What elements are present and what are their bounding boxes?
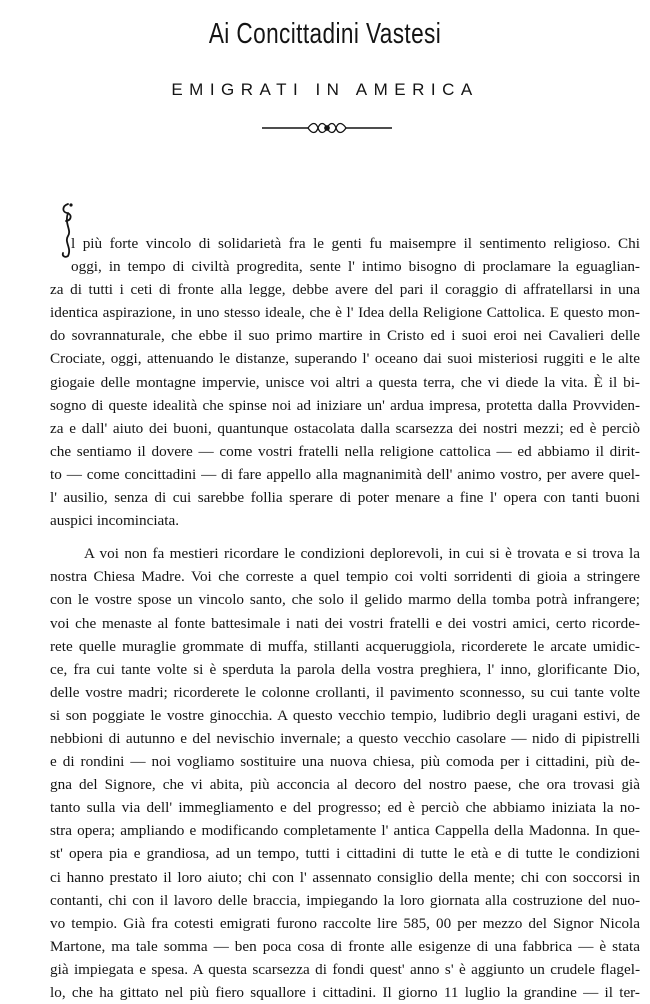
page-title: Ai Concittadini Vastesi — [208, 18, 442, 50]
text-line: identica aspirazione, in uno stesso ideale, che è l' Idea della Religione Cattolica. E questo mon- — [50, 304, 640, 322]
text-line: giogaie delle montagne impervie, unisce voi altri a questa terra, che vi diede la vita. È il bi- — [50, 373, 640, 391]
paragraph-1 — [50, 232, 640, 532]
text-line: nebbioni di autunno e del nevischio invernale; a questo vecchio casolare — nido di pipistrelli — [50, 729, 640, 747]
text-line: rete quelle muraglie grommate di muffa, stillanti acqueruggiola, ricorderete le arcate umidic- — [50, 637, 640, 655]
text-line: vo tempio. Già fra cotesti emigrati furono raccolte lire 585, 00 per mezzo del Signor Nicola — [50, 914, 640, 932]
text-line: oggi, in tempo di civiltà progredita, sente l' intimo bisogno di proclamare la eguaglian- — [71, 258, 640, 276]
text-line: con le vostre spose un vincolo santo, che solo il gelido marmo della tomba potrà infrangere; — [50, 591, 640, 609]
text-line: auspici incominciata. — [50, 512, 180, 530]
text-line: sogno di queste idealità che spinse noi ad iniziare un' ardua impresa, protetta dalla Provviden- — [50, 396, 640, 414]
paragraph-2 — [50, 542, 640, 1004]
decorative-divider-icon — [262, 120, 392, 136]
text-line: che sentiamo il dovere — come vostri fratelli nella religione cattolica — ed abbiamo il dirit- — [50, 442, 640, 460]
text-line: delle vostre madri; ricorderete le colonne crollanti, il pavimento sconnesso, su cui tante volte — [50, 683, 640, 701]
page-subtitle: EMIGRATI IN AMERICA — [171, 80, 479, 99]
letter-body — [50, 232, 640, 1004]
text-line: A voi non fa mestieri ricordare le condizioni deplorevoli, in cui si è trovata e si trova la — [84, 545, 640, 563]
text-line: to — come concittadini — di fare appello alla magnanimità dell' animo vostro, per avere quel- — [50, 465, 640, 483]
text-line: tanto sulla via dell' immegliamento e del progresso; ed è perciò che abbiamo iniziata la no- — [50, 799, 640, 817]
text-line: voi che menaste al fonte battesimale i nati dei vostri fratelli e dei vostri amici, certo ricorde- — [50, 614, 640, 632]
text-line: l più forte vincolo di solidarietà fra le genti fu maisempre il sentimento religioso. Chi — [71, 235, 640, 252]
text-line: za di tutti i ceti di fronte alla legge, debbe avere del pari il coraggio di affratellarsi in una — [50, 281, 640, 299]
text-line: ce, fra cui tante volte si è sperduta la parola della vostra preghiera, l' inno, glorificante Dio, — [50, 660, 640, 678]
text-line: za e dall' aiuto dei buoni, quantunque ostacolata dalla scarsezza dei nostri mezzi; ed è perciò — [50, 419, 640, 437]
text-line: lo, che ha gittato nel più fiero squallore i cittadini. Il giorno 11 luglio la grandine — il ter- — [50, 984, 640, 1001]
text-line: si son poggiate le vostre ginocchia. A questo vecchio tempio, ludibrio degli uragani estivi, de — [50, 706, 640, 724]
text-line: st' opera pia e grandiosa, ad un tempo, tutti i cittadini di tutte le età e di tutte le condizioni — [50, 845, 640, 863]
text-line: do sovrannaturale, che ebbe il suo primo martire in Cristo ed i suoi eroi nei Cavalieri delle — [50, 327, 640, 345]
text-line: ci hanno prestato il loro aiuto; chi con l' assennato consiglio della mente; chi con soccorsi in — [50, 868, 640, 886]
text-line: gna del Signore, che vi abita, più acconcia al decoro del nostro paese, che ora trovasi già — [50, 776, 640, 794]
text-line: stra opera; ampliando e modificando completamente l' antica Cappella della Madonna. In que- — [50, 822, 640, 840]
text-line: Crociate, oggi, attenuando le distanze, superando l' oceano dai suoi misteriosi ruggiti e le alte — [50, 350, 640, 368]
text-line: l' ausilio, senza di cui sarebbe follia sperare di poter menare a fine l' opera con tanti buoni — [50, 489, 640, 507]
text-line: contanti, chi con il lavoro delle braccia, impiegando la loro giornata alla costruzione del nuo- — [50, 891, 640, 909]
text-line: nostra Chiesa Madre. Voi che correste a quel tempio coi volti sorridenti di gioia a stringere — [50, 568, 640, 586]
text-line: e di rondini — noi vogliamo sostituire una nuova chiesa, più comoda per i cittadini, più de- — [50, 753, 640, 771]
text-line: già impiegata e spesa. A questa scarsezza di fondi quest' anno s' è aggiunto un crudele flagel- — [50, 960, 640, 978]
text-line: Martone, ma tale somma — ben poca cosa di fronte alle esigenze di una fabbrica — è stata — [50, 937, 640, 955]
